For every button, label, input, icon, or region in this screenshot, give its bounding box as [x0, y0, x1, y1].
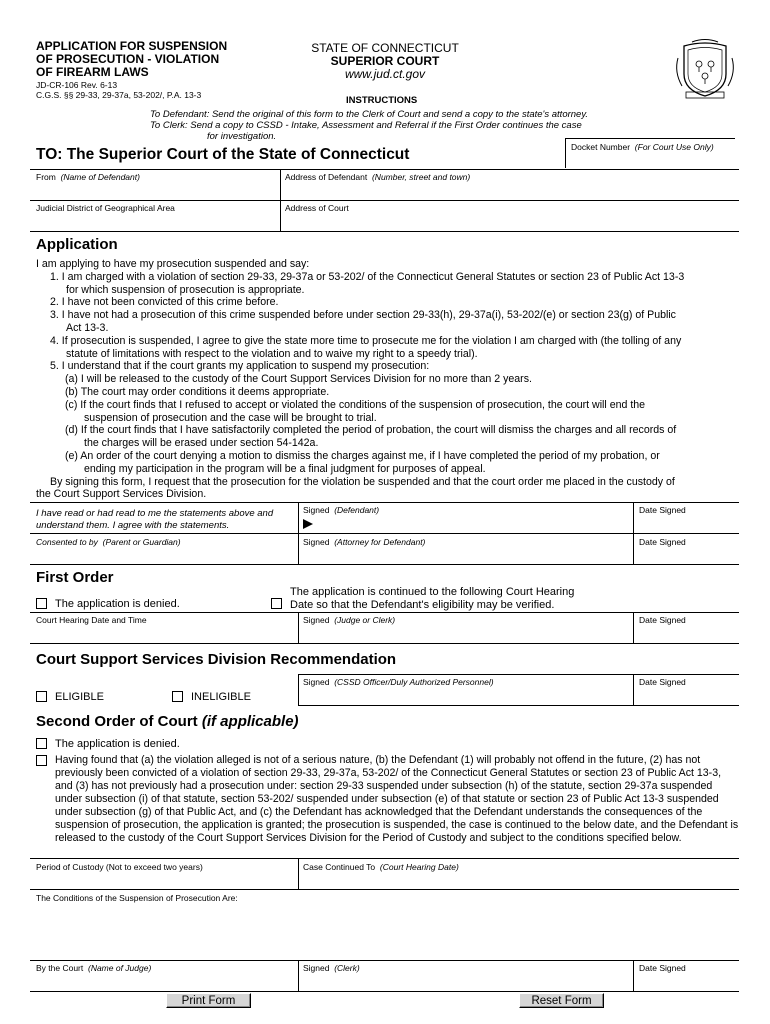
- reset-form-button[interactable]: Reset Form: [519, 993, 604, 1008]
- form-title: APPLICATION FOR SUSPENSION OF PROSECUTION - VIOLATION OF FIREARM LAWS: [36, 39, 228, 79]
- eligible-label: ELIGIBLE: [55, 691, 104, 703]
- address-defendant-field[interactable]: Address of Defendant (Number, street and town): [285, 172, 471, 182]
- signed-defendant-field[interactable]: Signed (Defendant): [303, 505, 380, 515]
- application-text: I am applying to have my prosecution suspended and say: 1. I am charged with a violation of section 29-33, 29-37a or 53-202/ of the Connecticut General Statutes or section 23 of Public Act 13-3 for which suspension of prosecution is appropriate. 2. I have not been convicted of this crime before. 3. I have not had a prosecution of this crime suspended before under section 29-33(h), 29-37a(i), 53-202/(e) or section 23(g) of Public Act 13-3. 4. If prosecution is suspended, I agree to give the state more time to prosecute me for the violation I am charged with (the tolling of any statute of limitations with respect to the violation and to waive my right to a speedy trial). 5. I understand that if the court grants my application to suspend my prosecution: (a) I will be released to the custody of the Court Support Services Division for no more than 2 years. (b) The court may order conditions it deems appropriate. (c) If the court finds that I refused to accept or violated the conditions of the suspension of prosecution, the court will end the suspension of prosecution and the case will be brought to trial. (d) If the court finds that I have satisfactorily completed the period of probation, the court will dismiss the charges and all records of the charges will be erased under section 54-142a. (e) An order of the court denying a motion to dismiss the charges against me, if I have completed the period of my probation, or ending my participation in the program will be a final judgment for purposes of appeal. By signing this form, I request that the prosecution for the violation be suspended and that the court order me placed in the custody of the Court Support Services Division.: [36, 258, 685, 501]
- second-order-granted-text: Having found that (a) the violation alleged is not of a serious nature, (b) the Defendant (1) will probably not offend in the future, (2) has not previously been convicted of a violation of section 29-33, 29-37a, 53-202/ of the Connecticut General Statutes or section 23 of Public Act 13-3, and (3) has not previously had a prosecution under: section 29-33 suspended under subsection (h) of the statute, section 29-37a suspended under subsection (i) of that statute, section 53-202/ suspended under subsection (e) of that statute or section 23 of Public Act 13-3 suspended under subsection (g) of that Public Act, and (c) the Defendant has acknowledged that the Defendant understands the consequences of the suspension of prosecution, the application is granted; the prosecution is suspended, the case is continued to the below date, and the Defendant is released to the custody of the Court Support Services Division for the Period of Custody and subject to the conditions specified below.: [55, 754, 739, 844]
- second-order-denied-checkbox[interactable]: [36, 738, 47, 749]
- ineligible-label: INELIGIBLE: [191, 691, 251, 703]
- by-court-field[interactable]: By the Court (Name of Judge): [36, 963, 152, 973]
- read-statement: I have read or had read to me the statements above and understand them. I agree with the statements.: [36, 508, 274, 531]
- page-title: TO: The Superior Court of the State of Connecticut: [36, 146, 410, 163]
- print-form-button[interactable]: Print Form: [166, 993, 251, 1008]
- signed-clerk-field[interactable]: Signed (Clerk): [303, 963, 360, 973]
- first-order-continued-label: The application is continued to the following Court Hearing Date so that the Defendant's eligibility may be verified.: [290, 586, 575, 611]
- cssd-title: Court Support Services Division Recommendation: [36, 651, 397, 668]
- date-signed-cssd[interactable]: Date Signed: [639, 677, 686, 687]
- consent-field[interactable]: Consented to by (Parent or Guardian): [36, 537, 181, 547]
- case-continued-field[interactable]: Case Continued To (Court Hearing Date): [303, 862, 459, 872]
- date-signed-attorney[interactable]: Date Signed: [639, 537, 686, 547]
- court-hearing-date-field[interactable]: Court Hearing Date and Time: [36, 615, 147, 625]
- first-order-denied-checkbox[interactable]: [36, 598, 47, 609]
- date-signed-defendant[interactable]: Date Signed: [639, 505, 686, 515]
- second-order-denied-label: The application is denied.: [55, 738, 180, 750]
- signed-cssd-field[interactable]: Signed (CSSD Officer/Duly Authorized Personnel): [303, 677, 494, 687]
- from-field[interactable]: From (Name of Defendant): [36, 172, 140, 182]
- form-number-block: JD-CR-106 Rev. 6-13 C.G.S. §§ 29-33, 29-37a, 53-202/, P.A. 13-3: [36, 80, 202, 100]
- conditions-field[interactable]: The Conditions of the Suspension of Prosecution Are:: [36, 893, 238, 903]
- first-order-title: First Order: [36, 569, 114, 586]
- instructions-title: INSTRUCTIONS: [346, 95, 418, 106]
- judicial-district-field[interactable]: Judicial District of Geographical Area: [36, 203, 175, 213]
- docket-number-field[interactable]: Docket Number (For Court Use Only): [565, 138, 735, 168]
- application-title: Application: [36, 236, 118, 253]
- date-signed-second-order[interactable]: Date Signed: [639, 963, 686, 973]
- date-signed-first-order[interactable]: Date Signed: [639, 615, 686, 625]
- signed-judge-clerk-field[interactable]: Signed (Judge or Clerk): [303, 615, 396, 625]
- court-header: STATE OF CONNECTICUT SUPERIOR COURT www.jud.ct.gov: [311, 41, 459, 81]
- address-court-field[interactable]: Address of Court: [285, 203, 349, 213]
- arrow-right-icon: [303, 519, 313, 529]
- period-of-custody-field[interactable]: Period of Custody (Not to exceed two years): [36, 862, 203, 872]
- second-order-title: Second Order of Court (if applicable): [36, 713, 299, 730]
- first-order-denied-label: The application is denied.: [55, 598, 180, 610]
- first-order-continued-checkbox[interactable]: [271, 598, 282, 609]
- instructions-text: To Defendant: Send the original of this form to the Clerk of Court and send a copy to the state's attorney. To Clerk: Send a copy to CSSD - Intake, Assessment and Referral if the First Order continues the case for investigation.: [150, 109, 589, 142]
- state-seal-icon: [672, 38, 738, 100]
- signed-attorney-field[interactable]: Signed (Attorney for Defendant): [303, 537, 426, 547]
- ineligible-checkbox[interactable]: [172, 691, 183, 702]
- eligible-checkbox[interactable]: [36, 691, 47, 702]
- second-order-granted-checkbox[interactable]: [36, 755, 47, 766]
